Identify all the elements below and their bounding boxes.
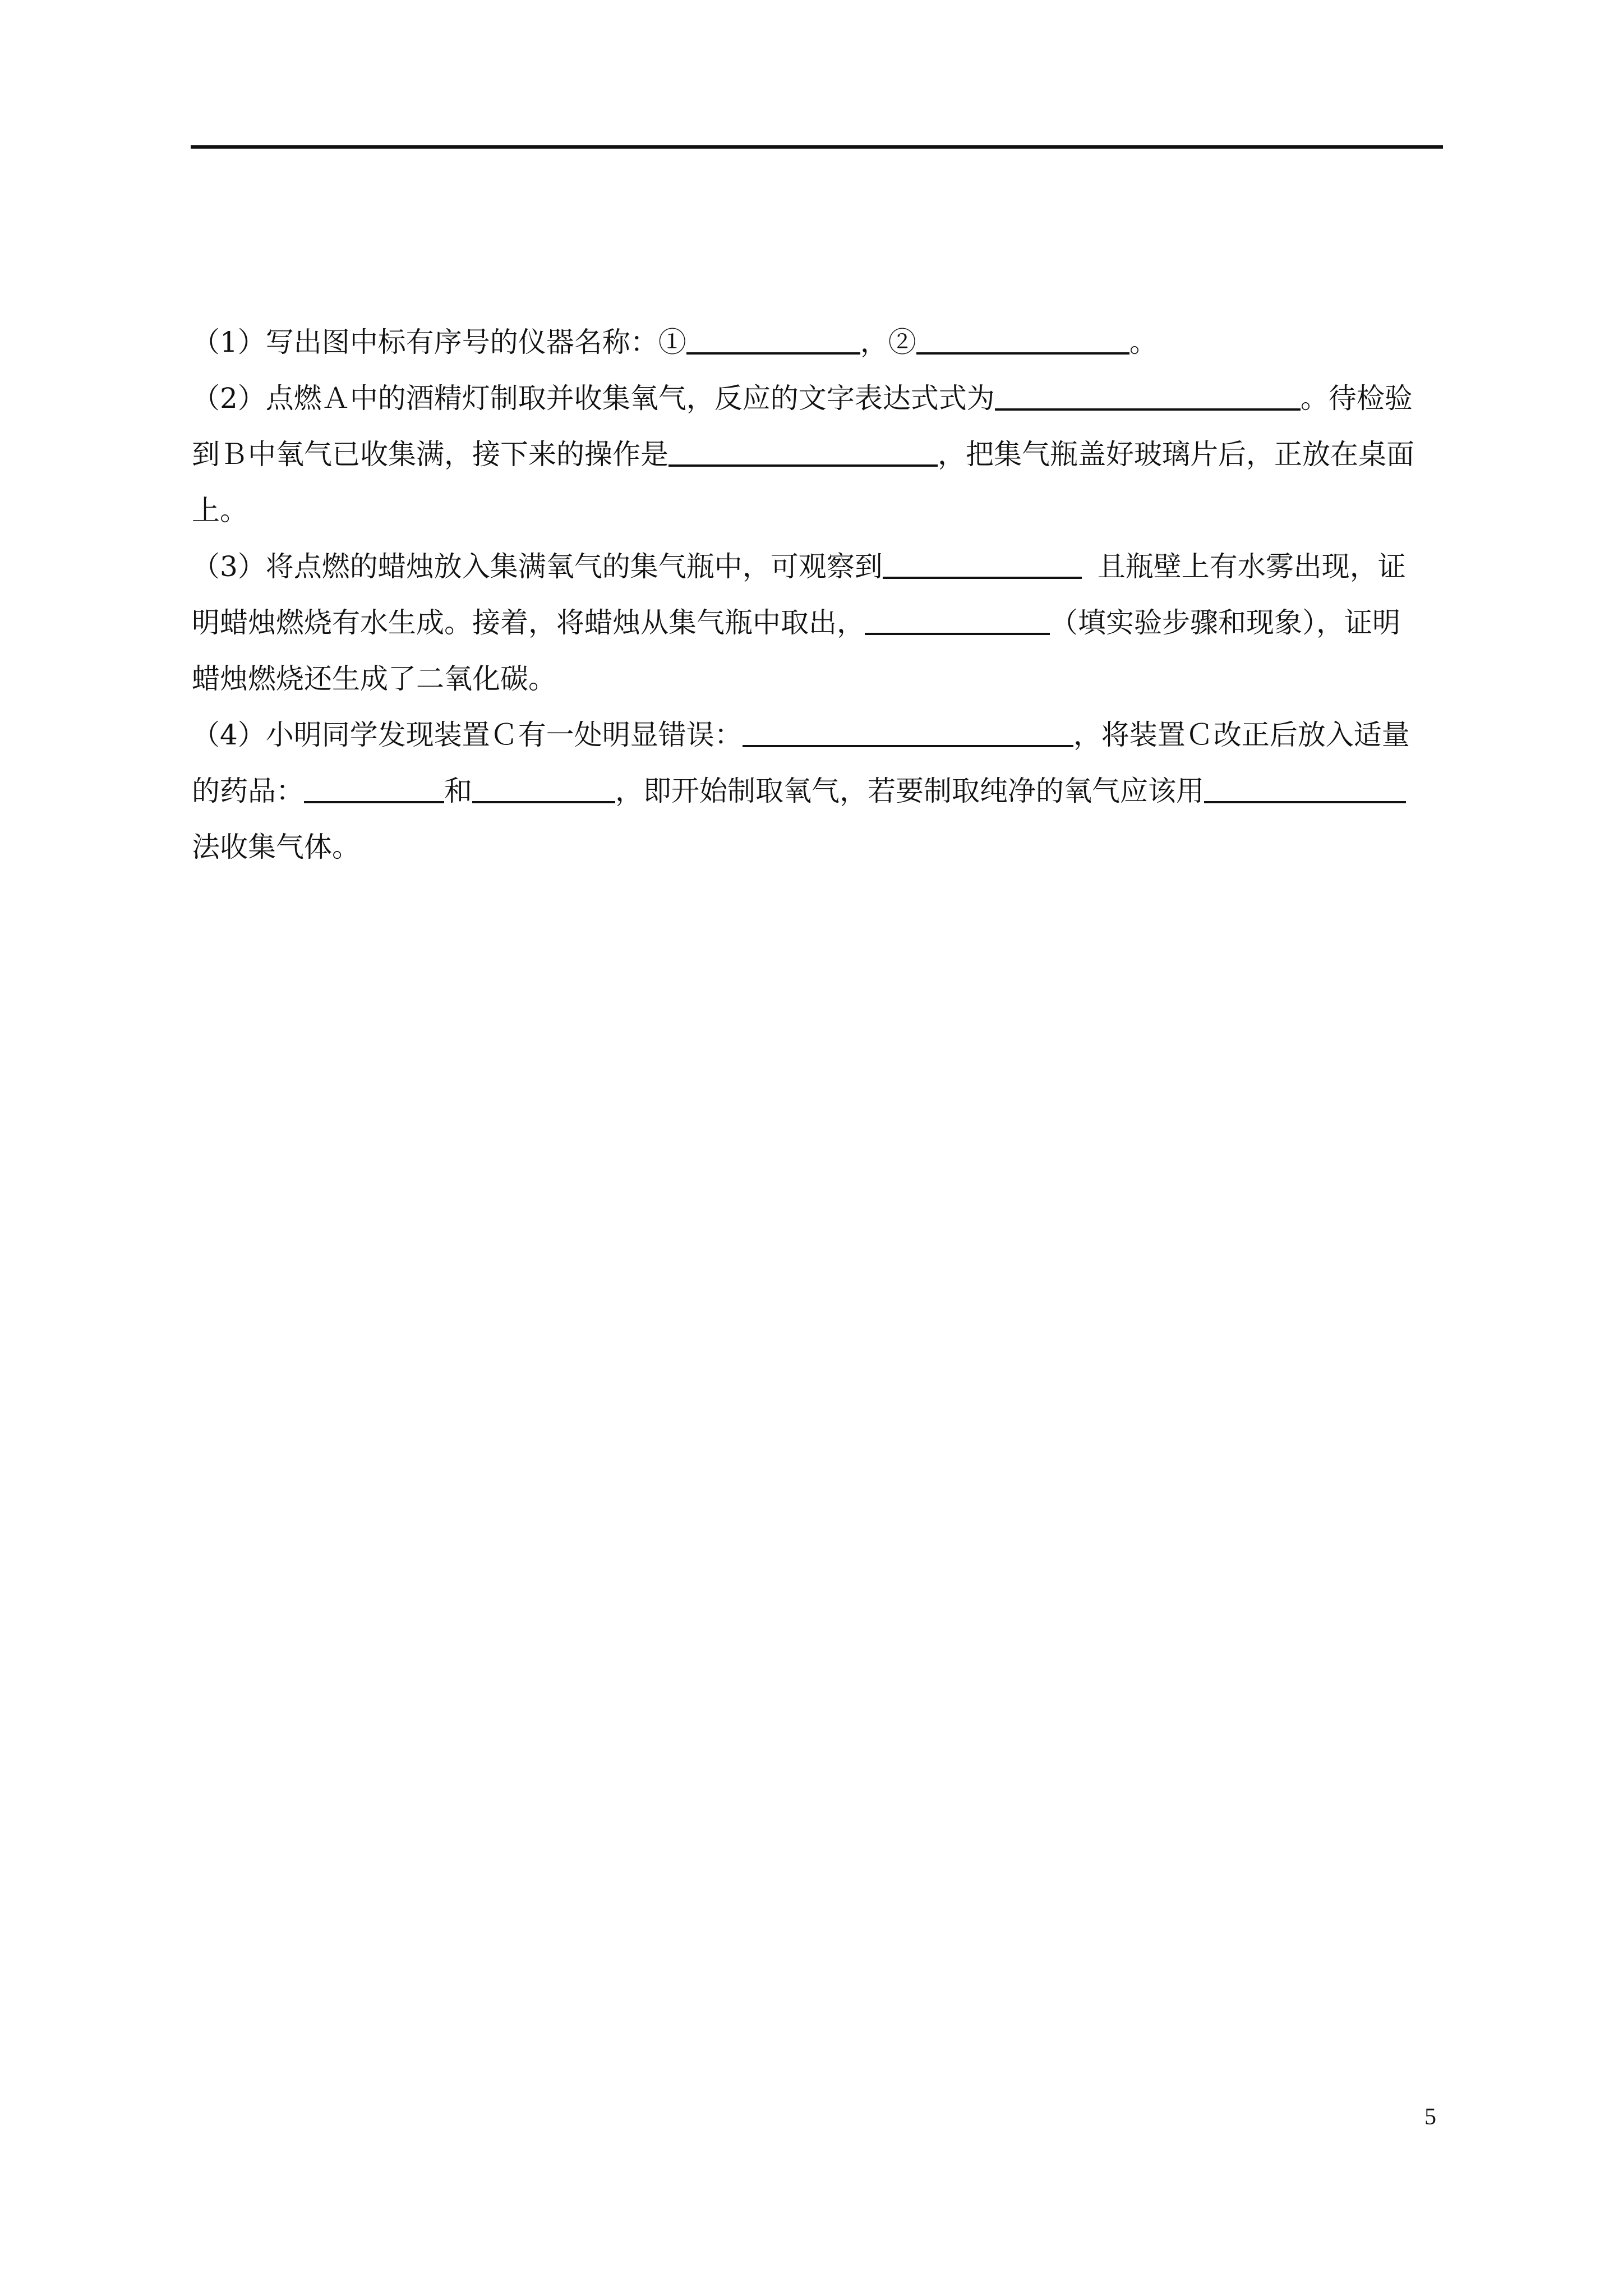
q3-line2-text-b: （填实验步骤和现象），证明	[1050, 606, 1400, 639]
question-3-line-1	[192, 539, 1447, 595]
q2-blank-2[interactable]	[668, 436, 938, 467]
question-4-line-1	[192, 707, 1447, 763]
q4-blank-1[interactable]	[743, 717, 1073, 747]
q4-blank-2[interactable]	[304, 773, 444, 803]
question-2-line-3	[192, 482, 1447, 539]
q4-line1-text-a: （4）小明同学发现装置Ｃ有一处明显错误：	[192, 719, 743, 751]
question-2-line-2	[192, 426, 1447, 482]
q3-line1-text-b: 且瓶壁上有水雾出现，证	[1097, 550, 1406, 583]
q3-blank-1[interactable]	[883, 549, 1082, 579]
question-4-line-3	[192, 819, 1447, 875]
q2-line3-text: 上。	[192, 494, 248, 527]
q2-line2-text-b: ，把集气瓶盖好玻璃片后，正放在桌面	[938, 438, 1414, 471]
question-block	[192, 314, 1447, 875]
question-3-line-3	[192, 651, 1447, 707]
q4-blank-4[interactable]	[1204, 773, 1406, 803]
q2-blank-1[interactable]	[995, 380, 1301, 411]
q4-blank-3[interactable]	[472, 773, 615, 803]
q4-line1-text-b: ，将装置Ｃ改正后放入适量	[1073, 719, 1410, 751]
q1-text-a: （1）写出图中标有序号的仪器名称：①	[192, 326, 686, 358]
q4-line2-text-a: 的药品：	[192, 775, 304, 807]
q3-line2-text-a: 明蜡烛燃烧有水生成。接着，将蜡烛从集气瓶中取出，	[192, 606, 865, 639]
q4-line2-text-c: ，即开始制取氧气，若要制取纯净的氧气应该用	[615, 775, 1204, 807]
q1-text-c: 。	[1129, 326, 1158, 358]
header-rule	[191, 145, 1443, 149]
q1-blank-2[interactable]	[916, 324, 1129, 355]
q2-line1-text-a: （2）点燃Ａ中的酒精灯制取并收集氧气，反应的文字表达式式为	[192, 382, 995, 415]
q2-line1-text-b: 。待检验	[1300, 382, 1413, 415]
question-1	[192, 314, 1447, 370]
question-2-line-1	[192, 370, 1447, 426]
q3-line3-text: 蜡烛燃烧还生成了二氧化碳。	[192, 662, 556, 695]
question-3-line-2	[192, 595, 1447, 651]
q1-text-b: ，②	[860, 326, 916, 358]
page-number: 5	[1424, 2104, 1436, 2130]
question-4-line-2	[192, 763, 1447, 819]
q4-line3-text: 法收集气体。	[192, 831, 360, 863]
q4-line2-text-b: 和	[444, 775, 472, 807]
q3-line1-text-a: （3）将点燃的蜡烛放入集满氧气的集气瓶中，可观察到	[192, 550, 883, 583]
q3-blank-2[interactable]	[865, 605, 1050, 635]
q2-line2-text-a: 到Ｂ中氧气已收集满，接下来的操作是	[192, 438, 668, 471]
q1-blank-1[interactable]	[686, 324, 860, 355]
